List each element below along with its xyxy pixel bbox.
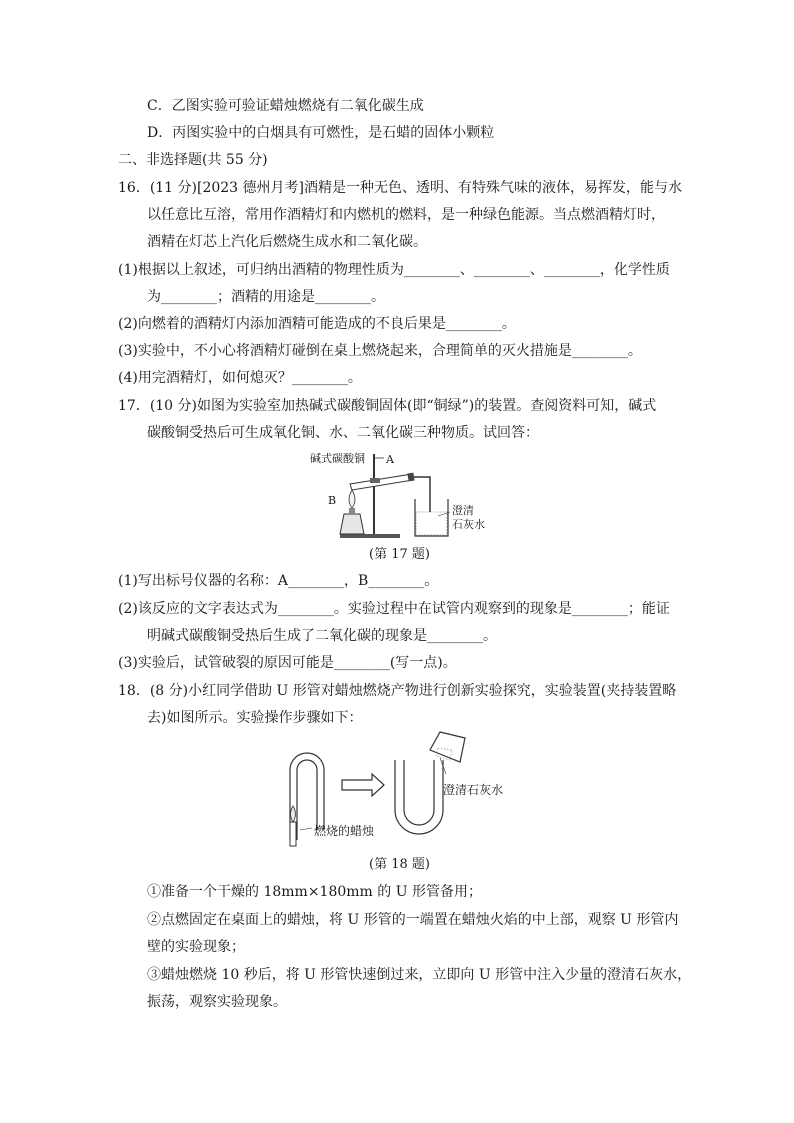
figure-17-apparatus bbox=[300, 444, 500, 544]
q16-part4: (4)用完酒精灯，如何熄灭？________。 bbox=[118, 370, 362, 386]
q18-stem-line1: 18．(8 分)小红同学借助 U 形管对蜡烛燃烧产物进行创新实验探究，实验装置(夹持装置略 bbox=[118, 683, 677, 699]
label-copper-carbonate: 碱式碳酸铜 bbox=[310, 452, 365, 465]
q18-stem-line2: 去)如图所示。实验操作步骤如下： bbox=[147, 710, 363, 726]
q18-step1: ①准备一个干燥的 18mm×180mm 的 U 形管备用； bbox=[147, 884, 482, 900]
q17-part3: (3)实验后，试管破裂的原因可能是________(写一点)。 bbox=[118, 655, 457, 671]
q17-part2-line2: 明碱式碳酸铜受热后生成了二氧化碳的现象是________。 bbox=[147, 628, 497, 644]
q18-step3-line1: ③蜡烛燃烧 10 秒后，将 U 形管快速倒过来，立即向 U 形管中注入少量的澄清石灰水， bbox=[147, 967, 692, 983]
q16-stem-line1: 16．(11 分)[2023 德州月考]酒精是一种无色、透明、有特殊气味的液体，易挥发，能与水 bbox=[118, 180, 683, 196]
label-a: A bbox=[386, 453, 394, 466]
q18-step2-line2: 壁的实验现象； bbox=[147, 939, 245, 955]
q17-stem-line1: 17．(10 分)如图为实验室加热碱式碳酸铜固体(即“铜绿”)的装置。查阅资料可知，碱式 bbox=[118, 398, 657, 414]
option-c: C．乙图实验可验证蜡烛燃烧有二氧化碳生成 bbox=[147, 98, 424, 114]
q16-part1-line2: 为________；酒精的用途是________。 bbox=[147, 289, 385, 305]
figure-18-caption: (第 18 题) bbox=[369, 857, 430, 872]
q17-part2-line1: (2)该反应的文字表达式为________。实验过程中在试管内观察到的现象是________；能证 bbox=[118, 601, 670, 617]
q16-stem-line3: 酒精在灯芯上汽化后燃烧生成水和二氧化碳。 bbox=[147, 234, 427, 250]
q16-part3: (3)实验中，不小心将酒精灯碰倒在桌上燃烧起来，合理简单的灭火措施是________。 bbox=[118, 343, 642, 359]
figure-17-caption: (第 17 题) bbox=[369, 547, 430, 562]
q18-step2-line1: ②点燃固定在桌面上的蜡烛，将 U 形管的一端置在蜡烛火焰的中上部，观察 U 形管内 bbox=[147, 912, 679, 928]
q17-part1: (1)写出标号仪器的名称：A________，B________。 bbox=[118, 573, 439, 589]
label-burning-candle: 燃烧的蜡烛 bbox=[314, 824, 375, 838]
label-b: B bbox=[328, 494, 337, 507]
section-heading: 二、非选择题(共 55 分) bbox=[118, 152, 268, 168]
q16-part1-line1: (1)根据以上叙述，可归纳出酒精的物理性质为________、________、________，化学性质 bbox=[118, 262, 670, 278]
q16-stem-line2: 以任意比互溶，常用作酒精灯和内燃机的燃料，是一种绿色能源。当点燃酒精灯时， bbox=[147, 207, 665, 223]
q18-step3-line2: 振荡，观察实验现象。 bbox=[147, 994, 287, 1010]
label-limewater-1: 澄清 bbox=[452, 504, 474, 517]
label-limewater-2: 石灰水 bbox=[452, 518, 485, 531]
figure-18-apparatus bbox=[280, 730, 520, 850]
q16-part2: (2)向燃着的酒精灯内添加酒精可能造成的不良后果是________。 bbox=[118, 316, 516, 332]
q17-stem-line2: 碳酸铜受热后可生成氧化铜、水、二氧化碳三种物质。试回答： bbox=[147, 425, 539, 441]
label-limewater: 澄清石灰水 bbox=[443, 783, 504, 797]
option-d: D．丙图实验中的白烟具有可燃性，是石蜡的固体小颗粒 bbox=[147, 125, 495, 141]
